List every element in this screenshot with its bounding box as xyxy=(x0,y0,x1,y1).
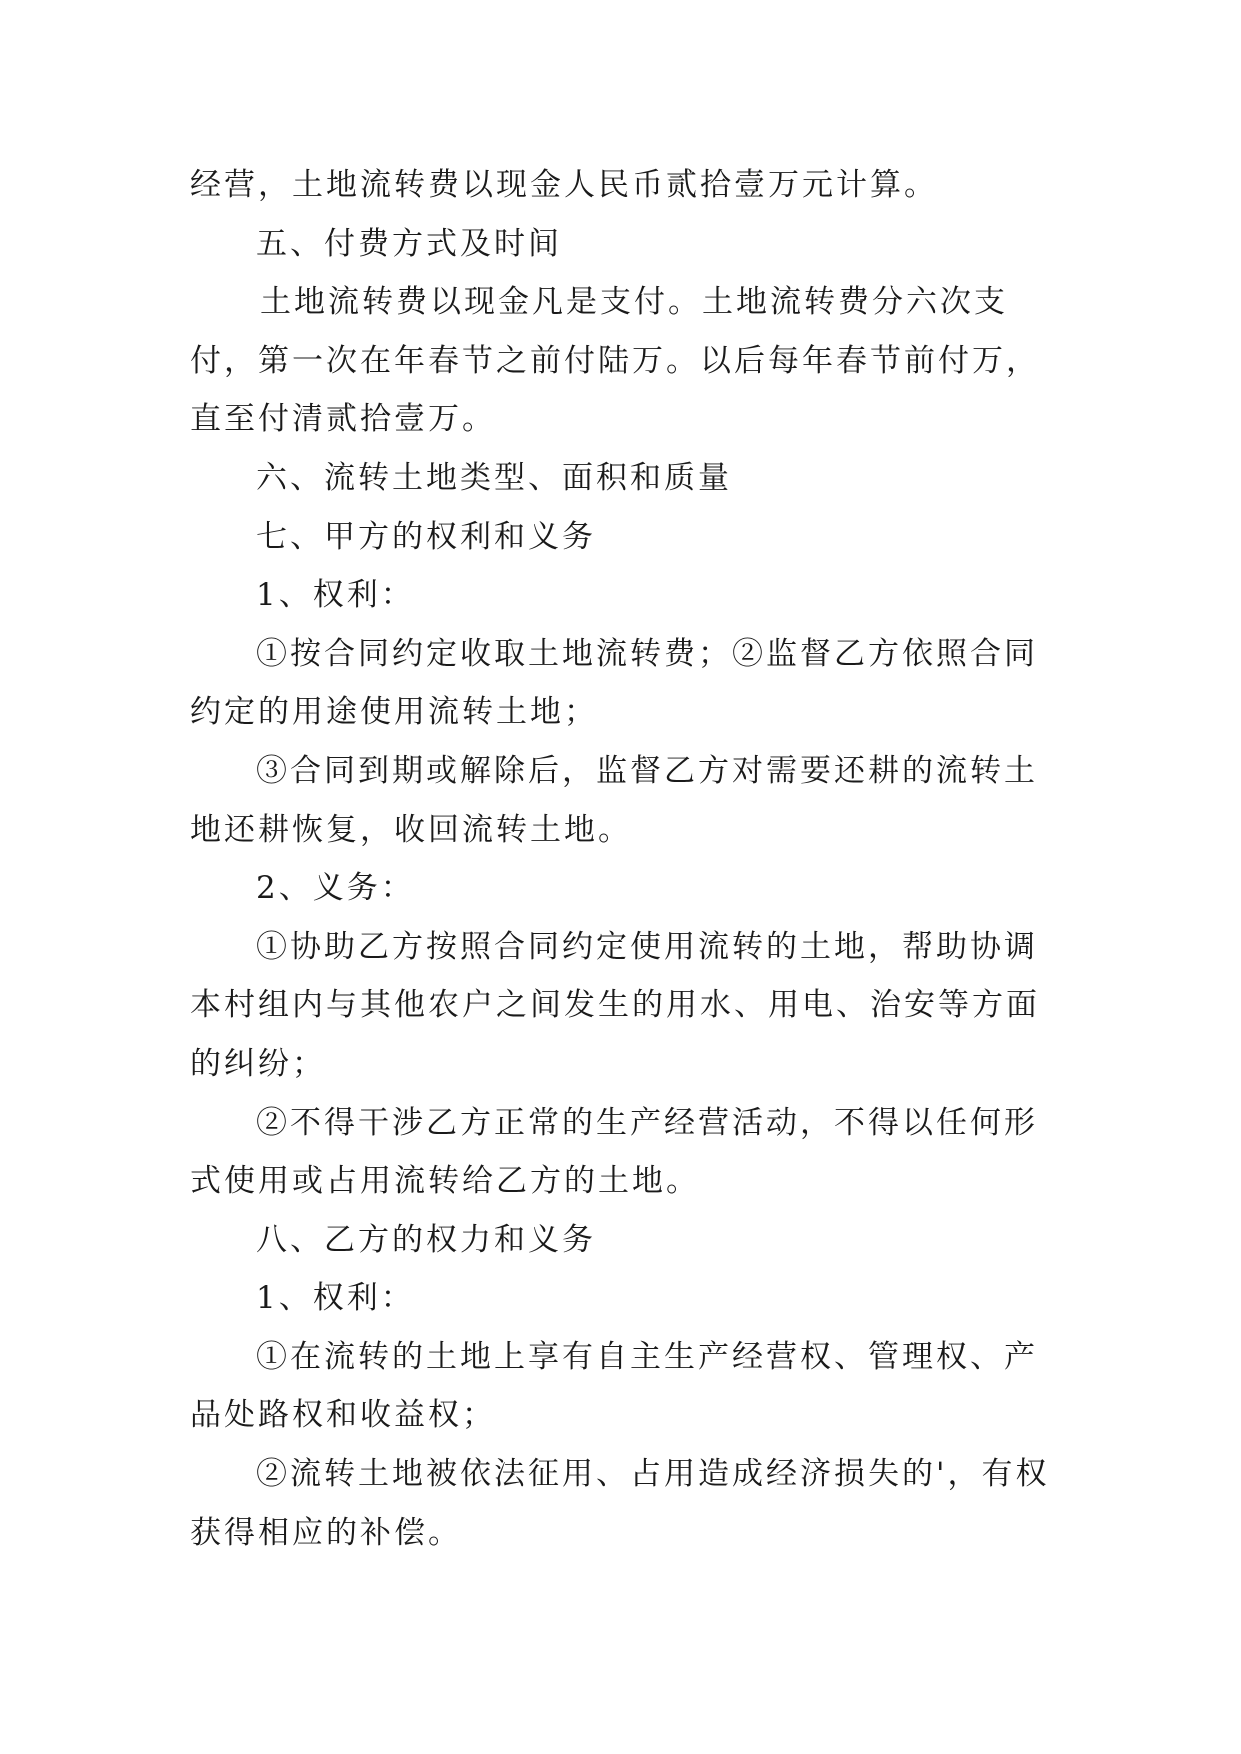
paragraph-rights-b-2: ②流转土地被依法征用、占用造成经济损失的'，有权获得相应的补偿。 xyxy=(190,1456,1050,1551)
subheading-duties-a: 2、义务： xyxy=(256,870,415,907)
subheading-rights-b: 1、权利： xyxy=(256,1280,415,1317)
paragraph-payment: 土地流转费以现金凡是支付。土地流转费分六次支付，第一次在年春节之前付陆万。以后每年春节前付万，直至付清贰拾壹万。 xyxy=(190,284,1040,438)
paragraph-duties-a-1: ①协助乙方按照合同约定使用流转的土地，帮助协调本村组内与其他农户之间发生的用水、用电、治安等方面的纠纷； xyxy=(190,928,1040,1082)
document-body xyxy=(190,156,1070,1562)
subheading-rights-a: 1、权利： xyxy=(256,577,415,614)
paragraph-rights-a-3: ③合同到期或解除后，监督乙方对需要还耕的流转土地还耕恢复，收回流转土地。 xyxy=(190,752,1038,848)
paragraph-rights-a-1: ①按合同约定收取土地流转费；②监督乙方依照合同约定的用途使用流转土地； xyxy=(190,635,1038,731)
section-heading-6: 六、流转土地类型、面积和质量 xyxy=(256,459,732,496)
paragraph-rights-b-1: ①在流转的土地上享有自主生产经营权、管理权、产品处路权和收益权； xyxy=(190,1338,1038,1434)
section-heading-5: 五、付费方式及时间 xyxy=(256,225,562,262)
section-heading-7: 七、甲方的权利和义务 xyxy=(256,518,596,555)
section-heading-8: 八、乙方的权力和义务 xyxy=(256,1221,596,1258)
paragraph-duties-a-2: ②不得干涉乙方正常的生产经营活动，不得以任何形式使用或占用流转给乙方的土地。 xyxy=(190,1104,1038,1200)
paragraph-continuation: 经营，土地流转费以现金人民币贰拾壹万元计算。 xyxy=(190,167,938,203)
